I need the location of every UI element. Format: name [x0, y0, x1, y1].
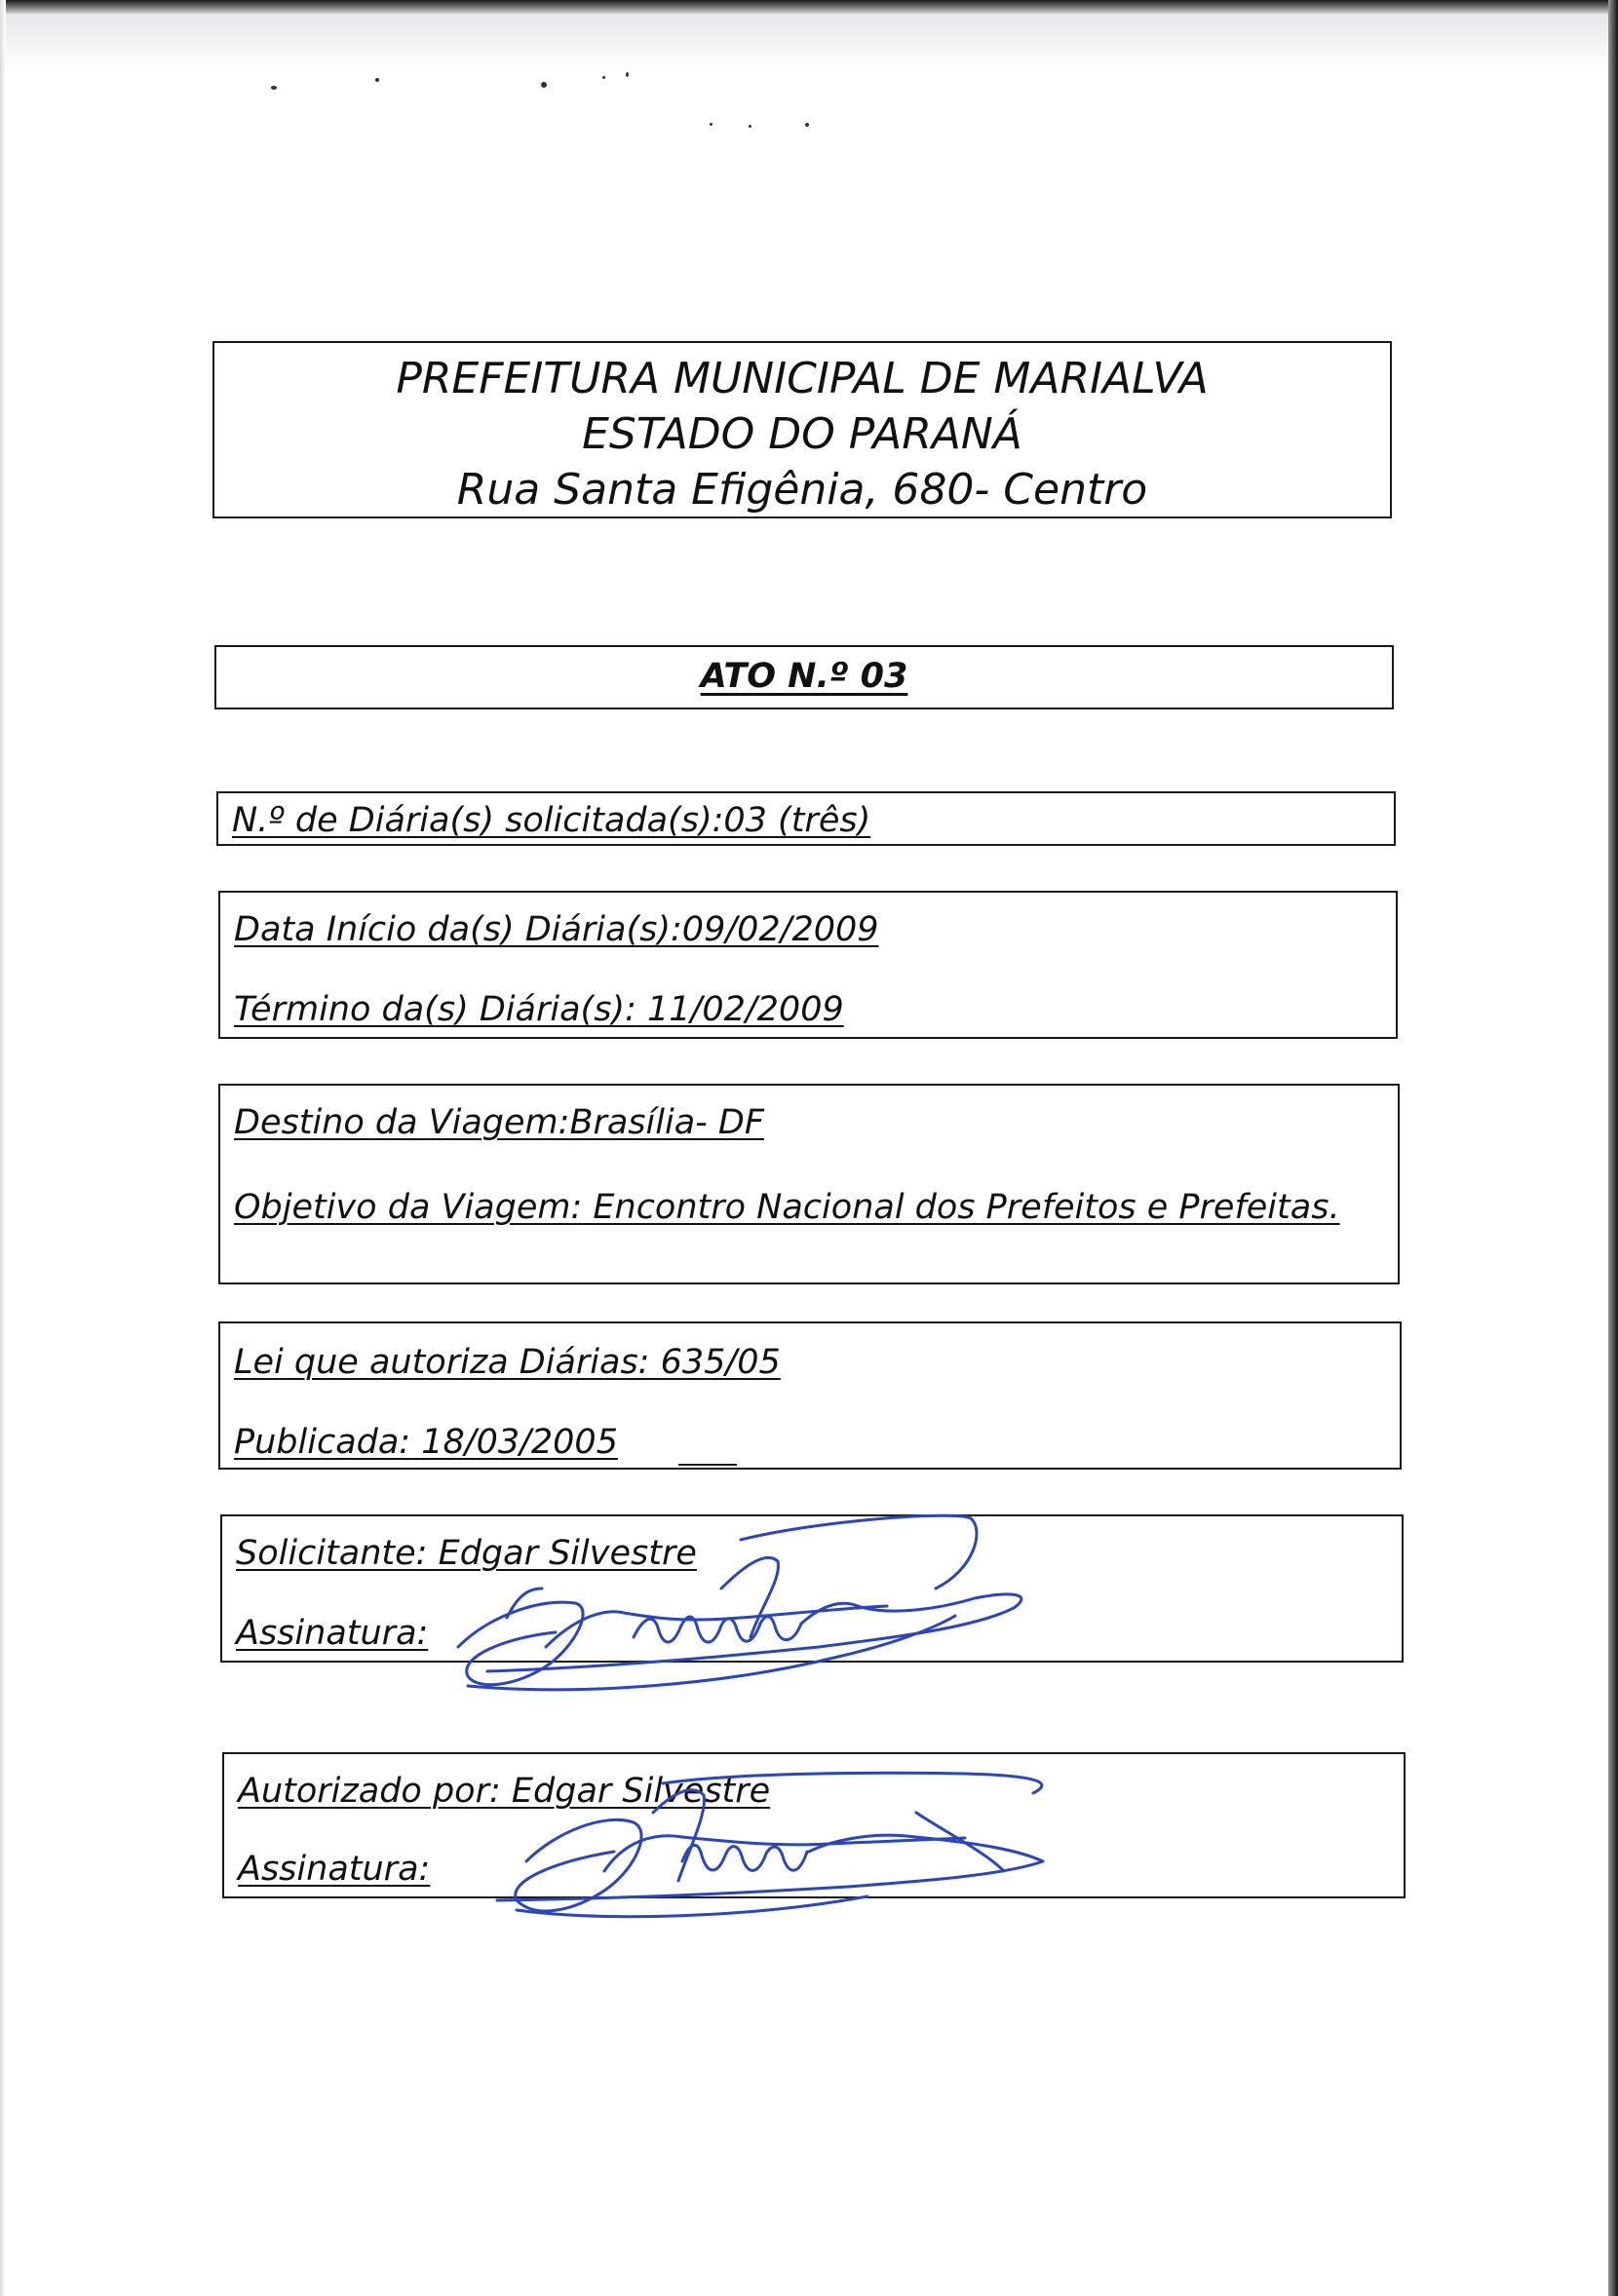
authorizer-label: Autorizado por: [238, 1772, 501, 1811]
dates-box [218, 891, 1398, 1039]
header-box [212, 341, 1392, 518]
objective-value: Encontro Nacional dos Prefeitos e Prefeitas. [582, 1188, 1340, 1227]
end-date-label: Término da(s) Diária(s): [234, 990, 636, 1029]
municipality-title: PREFEITURA MUNICIPAL DE MARIALVA [396, 354, 1209, 403]
law-label: Lei que autoriza Diárias: [234, 1343, 650, 1382]
authorizer-box [222, 1752, 1406, 1898]
requester-box [220, 1514, 1404, 1663]
objective-line [234, 1187, 1384, 1228]
act-box [214, 645, 1394, 709]
requester-line [236, 1532, 1388, 1575]
trip-box [218, 1084, 1400, 1284]
law-box [218, 1321, 1402, 1470]
scan-edge-right [1608, 0, 1618, 2296]
start-date-line [234, 908, 1382, 951]
scan-speck [271, 86, 277, 90]
law-line [234, 1341, 1386, 1384]
requester-signature-line [236, 1612, 1388, 1655]
scan-speck [602, 76, 605, 79]
daily-count-value: 03 (três) [723, 801, 871, 840]
requester-signature-label: Assinatura: [236, 1614, 429, 1653]
requester-value: Edgar Silvestre [427, 1534, 697, 1573]
published-underline-tail [678, 1464, 737, 1466]
scan-edge-top [0, 0, 1618, 14]
objective-label: Objetivo da Viagem: [234, 1188, 583, 1227]
destination-label: Destino da Viagem: [234, 1103, 570, 1142]
end-date-value: 11/02/2009 [636, 990, 844, 1029]
address: Rua Santa Efigênia, 680- Centro [456, 465, 1148, 515]
scan-speck [749, 125, 751, 128]
law-value: 635/05 [649, 1343, 781, 1382]
published-line [234, 1421, 1386, 1464]
authorizer-value: Edgar Silvestre [500, 1772, 771, 1811]
daily-count-line [232, 799, 1380, 842]
end-date-line [234, 988, 1382, 1031]
daily-count-box [216, 791, 1396, 846]
scan-speck [626, 72, 629, 77]
scan-speck [541, 82, 547, 88]
published-label: Publicada: [234, 1423, 411, 1462]
daily-count-label: N.º de Diária(s) solicitada(s): [232, 801, 724, 840]
scan-shadow-top [0, 14, 1618, 72]
act-title: ATO N.º 03 [700, 657, 908, 696]
authorizer-signature-line [238, 1848, 1390, 1891]
requester-label: Solicitante: [236, 1534, 428, 1573]
authorizer-signature-label: Assinatura: [238, 1850, 431, 1889]
scan-speck [375, 78, 379, 82]
destination-value: Brasília- DF [569, 1103, 764, 1142]
scan-speck [710, 123, 713, 126]
start-date-label: Data Início da(s) Diária(s): [234, 910, 682, 949]
destination-line [234, 1101, 1384, 1144]
scan-speck [805, 123, 809, 127]
authorizer-line [238, 1770, 1390, 1813]
published-value: 18/03/2005 [410, 1423, 618, 1462]
start-date-value: 09/02/2009 [681, 910, 879, 949]
scan-edge-left [0, 0, 6, 2296]
state-name: ESTADO DO PARANÁ [582, 409, 1022, 459]
